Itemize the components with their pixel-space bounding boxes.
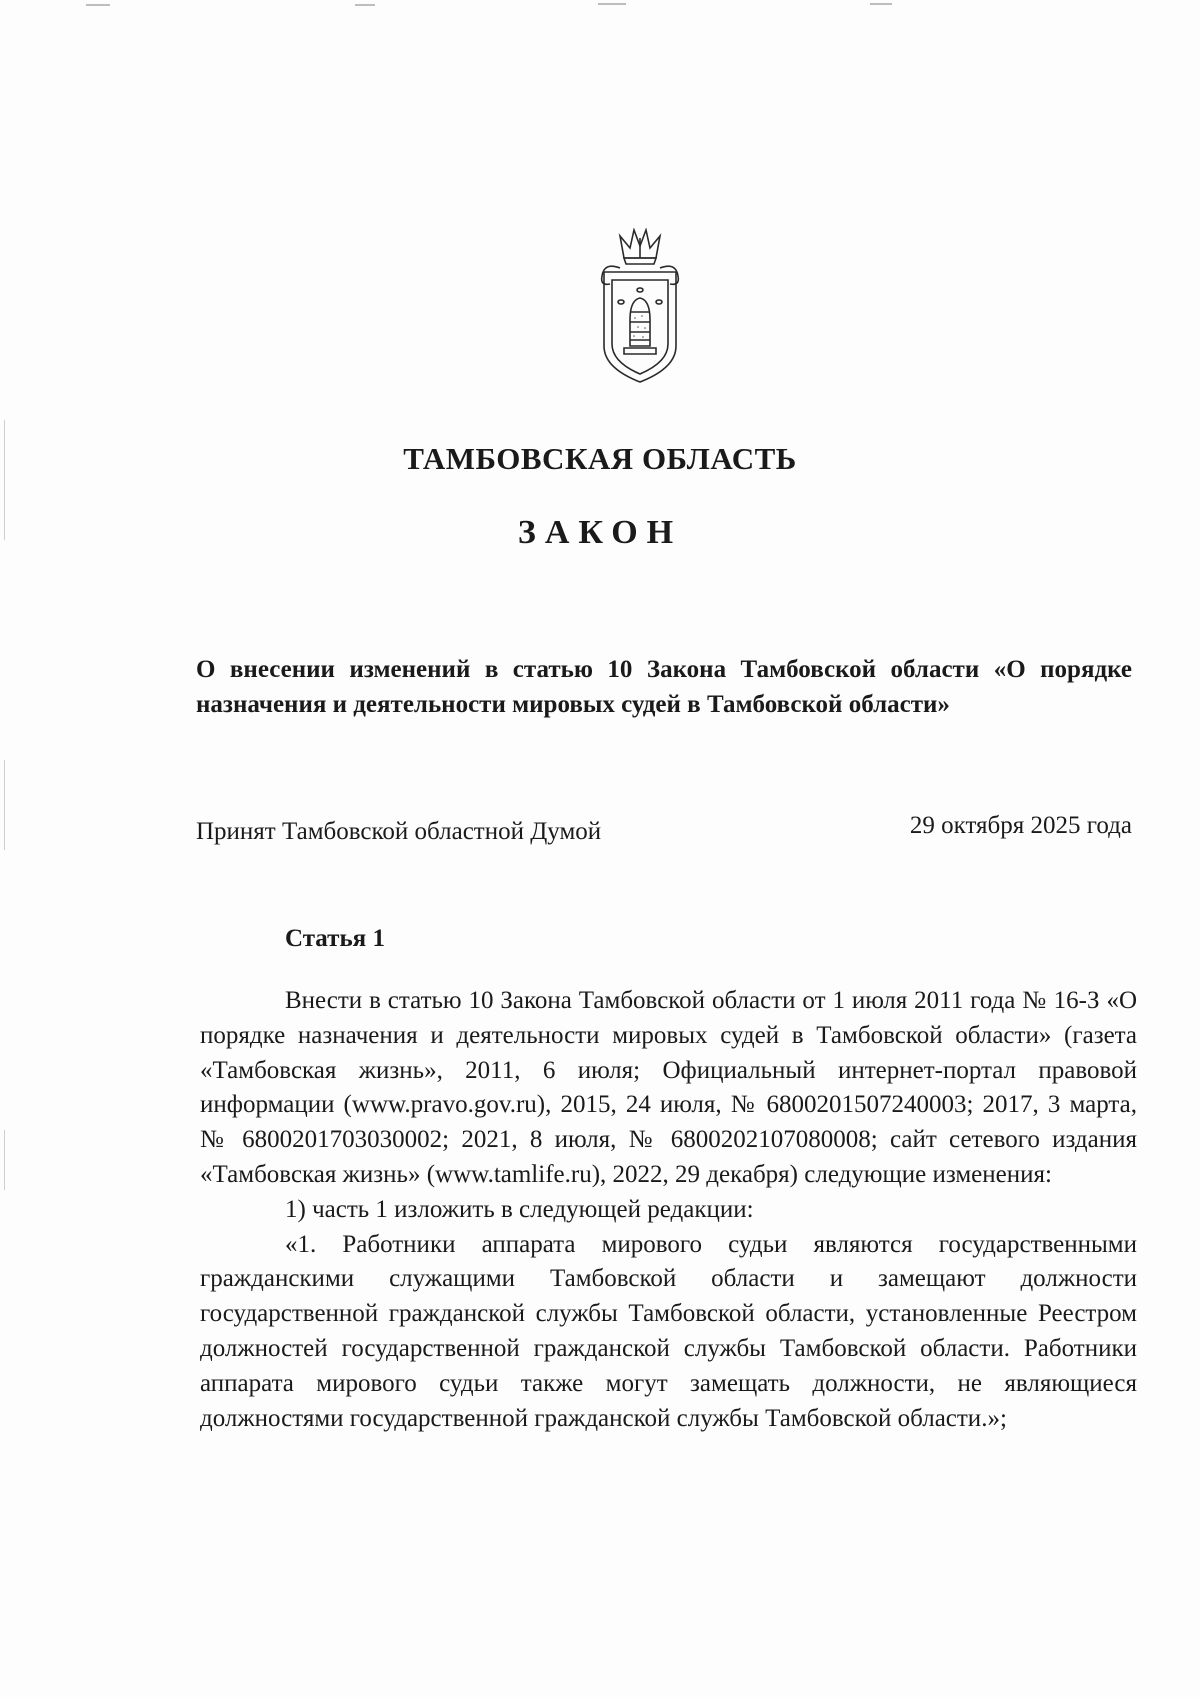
region-title: ТАМБОВСКАЯ ОБЛАСТЬ — [403, 441, 797, 476]
scan-artifact — [870, 3, 892, 5]
adoption-row — [196, 812, 1132, 846]
article-heading: Статья 1 — [285, 925, 385, 952]
tambov-coat-of-arms-icon — [590, 228, 690, 388]
scan-margin-line — [4, 1130, 5, 1190]
law-title: О внесении изменений в статью 10 Закона Тамбовской области «О порядке назначения и деятельности мировых судей в Тамбовской области» — [196, 656, 1132, 718]
adopted-date: 29 октября 2025 года — [909, 812, 1132, 839]
article-intro: Внести в статью 10 Закона Тамбовской области от 1 июля 2011 года № 16-З «О порядке назначения и деятельности мировых судей в Тамбовской области» (газета «Тамбовская жизнь», 2011, 6 июля; Официальный интернет-портал правовой информации (www.pravo.gov.ru), 2015, 24 июля, № 6800201507240003; 2017, 3 марта, № 6800201703030002; 2021, 8 июля, № 6800202107080008; сайт сетевого издания «Тамбовская жизнь» (www.tamlife.ru), 2022, 29 декабря) следующие изменения: — [200, 987, 1137, 1188]
scan-margin-line — [4, 760, 5, 850]
article-quote: «1. Работники аппарата мирового судьи являются государственными гражданскими служащими Тамбовской области и замещают должности государственной гражданской службы Тамбовской области, установленные Реестром должностей государственной гражданской службы Тамбовской области. Работники аппарата мирового судьи также могут замещать должности, не являющиеся должностями государственной гражданской службы Тамбовской области.»; — [200, 1230, 1137, 1432]
scan-artifact — [86, 4, 110, 6]
scan-artifact — [598, 3, 626, 5]
adopted-by: Принят Тамбовской областной Думой — [196, 818, 602, 845]
article-item-1: 1) часть 1 изложить в следующей редакции: — [285, 1195, 754, 1223]
article-body — [200, 984, 1137, 1436]
scan-artifact — [355, 4, 375, 6]
document-type: ЗАКОН — [517, 514, 683, 551]
